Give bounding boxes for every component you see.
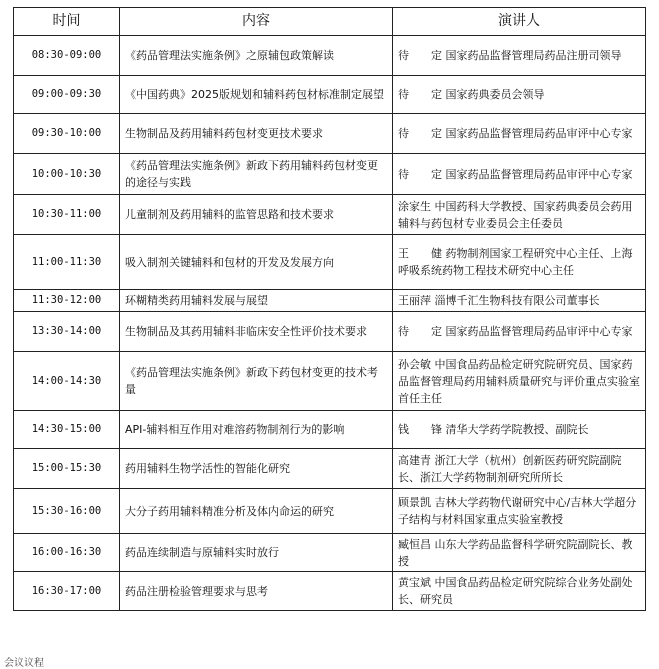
time-cell: 10:30-11:00 xyxy=(14,195,120,235)
time-cell: 09:00-09:30 xyxy=(14,76,120,114)
table-row xyxy=(14,411,646,449)
time-cell: 10:00-10:30 xyxy=(14,154,120,195)
speaker-cell: 涂家生 中国药科大学教授、国家药典委员会药用辅料与药包材专业委员会主任委员 xyxy=(393,195,646,235)
content-cell: 《中国药典》2025版规划和辅料药包材标准制定展望 xyxy=(120,76,393,114)
speaker-cell: 待 定 国家药典委员会领导 xyxy=(393,76,646,114)
table-row xyxy=(14,352,646,411)
content-cell: 生物制品及其药用辅料非临床安全性评价技术要求 xyxy=(120,312,393,352)
content-cell: 《药品管理法实施条例》新政下药包材变更的技术考量 xyxy=(120,352,393,411)
time-cell: 14:00-14:30 xyxy=(14,352,120,411)
time-cell: 16:30-17:00 xyxy=(14,572,120,611)
table-row xyxy=(14,36,646,76)
content-cell: 吸入制剂关键辅料和包材的开发及发展方向 xyxy=(120,235,393,290)
content-cell: 药品连续制造与原辅料实时放行 xyxy=(120,534,393,572)
content-cell: 生物制品及药用辅料药包材变更技术要求 xyxy=(120,114,393,154)
table-row xyxy=(14,489,646,534)
speaker-cell: 待 定 国家药品监督管理局药品注册司领导 xyxy=(393,36,646,76)
footer-fragment: 会议议程 xyxy=(4,658,44,669)
speaker-cell: 孙会敏 中国食品药品检定研究院研究员、国家药品监督管理局药用辅料质量研究与评价重点实验室首任主任 xyxy=(393,352,646,411)
table-row xyxy=(14,235,646,290)
content-cell: 儿童制剂及药用辅料的监管思路和技术要求 xyxy=(120,195,393,235)
speaker-cell: 待 定 国家药品监督管理局药品审评中心专家 xyxy=(393,114,646,154)
content-cell: 《药品管理法实施条例》之原辅包政策解读 xyxy=(120,36,393,76)
content-cell: 药用辅料生物学活性的智能化研究 xyxy=(120,449,393,489)
time-cell: 11:00-11:30 xyxy=(14,235,120,290)
time-cell: 11:30-12:00 xyxy=(14,290,120,312)
table-row xyxy=(14,154,646,195)
time-cell: 15:30-16:00 xyxy=(14,489,120,534)
table-row xyxy=(14,114,646,154)
time-cell: 13:30-14:00 xyxy=(14,312,120,352)
speaker-cell: 待 定 国家药品监督管理局药品审评中心专家 xyxy=(393,312,646,352)
table-row xyxy=(14,534,646,572)
speaker-cell: 黄宝斌 中国食品药品检定研究院综合业务处副处长、研究员 xyxy=(393,572,646,611)
header-content: 内容 xyxy=(120,8,393,36)
time-cell: 14:30-15:00 xyxy=(14,411,120,449)
content-cell: API-辅料相互作用对难溶药物制剂行为的影响 xyxy=(120,411,393,449)
agenda-table xyxy=(13,7,646,611)
table-row xyxy=(14,76,646,114)
speaker-cell: 王丽萍 淄博千汇生物科技有限公司董事长 xyxy=(393,290,646,312)
table-row xyxy=(14,312,646,352)
time-cell: 08:30-09:00 xyxy=(14,36,120,76)
content-cell: 《药品管理法实施条例》新政下药用辅料药包材变更的途径与实践 xyxy=(120,154,393,195)
speaker-cell: 高建青 浙江大学（杭州）创新医药研究院副院长、浙江大学药物制剂研究所所长 xyxy=(393,449,646,489)
header-time: 时间 xyxy=(14,8,120,36)
speaker-cell: 臧恒昌 山东大学药品监督科学研究院副院长、教授 xyxy=(393,534,646,572)
content-cell: 环糊精类药用辅料发展与展望 xyxy=(120,290,393,312)
speaker-cell: 待 定 国家药品监督管理局药品审评中心专家 xyxy=(393,154,646,195)
speaker-cell: 钱 锋 清华大学药学院教授、副院长 xyxy=(393,411,646,449)
agenda-body xyxy=(14,36,646,611)
speaker-cell: 王 健 药物制剂国家工程研究中心主任、上海呼吸系统药物工程技术研究中心主任 xyxy=(393,235,646,290)
table-row xyxy=(14,449,646,489)
table-row xyxy=(14,572,646,611)
header-row xyxy=(14,8,646,36)
content-cell: 大分子药用辅料精准分析及体内命运的研究 xyxy=(120,489,393,534)
table-row xyxy=(14,290,646,312)
time-cell: 15:00-15:30 xyxy=(14,449,120,489)
content-cell: 药品注册检验管理要求与思考 xyxy=(120,572,393,611)
table-row xyxy=(14,195,646,235)
time-cell: 16:00-16:30 xyxy=(14,534,120,572)
time-cell: 09:30-10:00 xyxy=(14,114,120,154)
header-speaker: 演讲人 xyxy=(393,8,646,36)
speaker-cell: 顾景凯 吉林大学药物代谢研究中心/吉林大学超分子结构与材料国家重点实验室教授 xyxy=(393,489,646,534)
